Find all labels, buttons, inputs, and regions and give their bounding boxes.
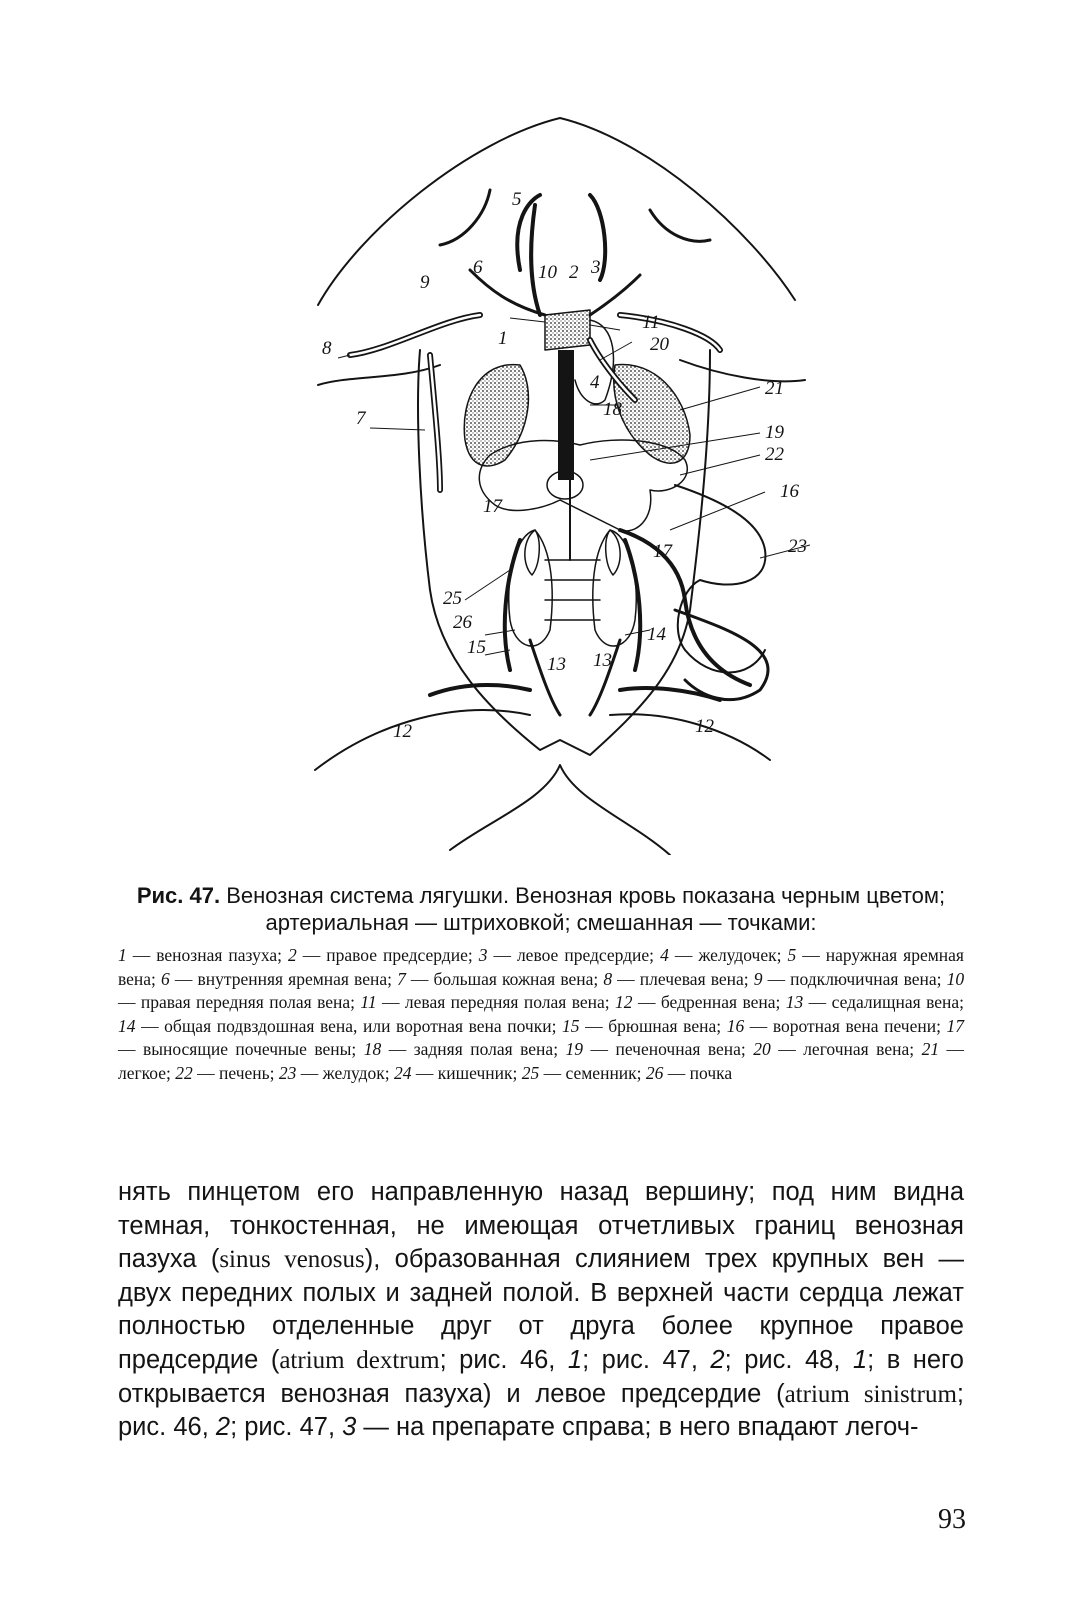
legend-text: внутренняя яремная вена; [197, 968, 392, 989]
lung-right [614, 365, 690, 464]
label-12a: 12 [393, 721, 412, 742]
label-26: 26 [453, 612, 472, 633]
label-6: 6 [473, 257, 483, 278]
label-23: 23 [788, 536, 807, 557]
label-22: 22 [765, 444, 784, 465]
body-text-segment: ; рис. 48, [724, 1345, 853, 1374]
femoral-vein-right [620, 688, 720, 700]
subclavian-vein-right [620, 315, 720, 350]
label-19: 19 [765, 422, 784, 443]
legend-text: печень; [219, 1062, 275, 1083]
legend-number: 22 [175, 1062, 193, 1083]
legend-number: 9 [753, 968, 763, 989]
body-text-segment: ; в него открывается венозная пазуха) и левое предсердие ( [118, 1345, 964, 1408]
hindlimb-left [450, 765, 670, 855]
legend-number: 8 [603, 968, 613, 989]
latin-term: atrium dextrum [279, 1346, 440, 1374]
legend-number: 26 [645, 1062, 664, 1083]
legend-number: 11 [360, 992, 377, 1012]
label-18: 18 [603, 399, 622, 420]
ref-number: 2 [215, 1413, 231, 1442]
label-20: 20 [650, 334, 669, 355]
eye-right [650, 210, 710, 241]
legend-number: 14 [118, 1015, 136, 1036]
body-text-segment: ; рис. 47, [582, 1345, 711, 1374]
ref-number: 1 [567, 1345, 583, 1374]
label-15: 15 [467, 637, 486, 658]
legend-number: 7 [397, 968, 406, 989]
label-17b: 17 [653, 541, 672, 562]
legend-number: 25 [521, 1062, 540, 1083]
latin-term: sinus venosus [219, 1246, 365, 1274]
legend-text: желудок; [322, 1062, 390, 1083]
legend-number: 6 [161, 968, 170, 989]
legend-number: 19 [565, 1039, 584, 1059]
legend-text: правая передняя полая вена; [140, 992, 355, 1012]
label-4: 4 [590, 372, 600, 393]
legend-number: 20 [753, 1039, 771, 1059]
body-text-segment: ; рис. 46, [118, 1379, 964, 1442]
legend-text: подключичная вена; [790, 968, 942, 989]
caption-title [118, 882, 964, 936]
legend-text: седалищная вена; [831, 992, 965, 1012]
legend-text: легкое; [118, 1062, 171, 1083]
label-13b: 13 [593, 650, 612, 671]
subclavian-vein-right-inner [620, 315, 720, 350]
figure-caption [118, 882, 964, 1085]
body-text-segment: нять пинцетом его направленную назад вершину; под ним видна темная, тонкостенная, не имеющая отчетливых границ венозная пазуха ( [118, 1178, 964, 1274]
ref-number: 3 [342, 1413, 357, 1442]
testis-left [525, 530, 539, 575]
legend-number: 15 [562, 1015, 580, 1036]
legend-text: воротная вена печени; [772, 1015, 941, 1036]
label-14: 14 [647, 624, 666, 645]
legend-text: брюшная вена; [608, 1015, 722, 1036]
pelvis-outline [315, 710, 530, 770]
legend-text: наружная яремная вена; [118, 945, 964, 989]
forelimb-right [680, 360, 805, 381]
pelvis-outline-right [610, 714, 770, 760]
legend-text: печеночная вена; [615, 1039, 746, 1059]
label-25: 25 [443, 588, 462, 609]
page-number: 93 [938, 1504, 966, 1535]
legend-text: левая передняя полая вена; [404, 992, 610, 1012]
legend-text: семенник; [565, 1062, 642, 1083]
label-17a: 17 [483, 496, 502, 517]
ref-number: 1 [852, 1345, 868, 1374]
body-paragraph [118, 1176, 964, 1445]
testis-right [606, 530, 620, 575]
label-7: 7 [356, 408, 366, 429]
body-text-segment: ; рис. 47, [230, 1413, 343, 1442]
legend-text: легочная вена; [803, 1039, 915, 1059]
legend-number: 17 [946, 1015, 965, 1036]
kidney-right [593, 530, 636, 646]
legend-number: 5 [787, 945, 797, 965]
legend-number: 13 [785, 992, 804, 1012]
legend-text: почка [689, 1062, 733, 1083]
legend-text: венозная пазуха; [156, 945, 282, 965]
label-1: 1 [498, 328, 508, 349]
forelimb-left [318, 365, 440, 385]
legend-number: 4 [660, 945, 669, 965]
legend-text: выносящие почечные вены; [142, 1039, 357, 1059]
caption-text: Венозная система лягушки. Венозная кровь показана черным цветом; артериальная — штриховкой; смешанная — точками: [226, 883, 946, 935]
body-text-segment: ), образованная слиянием трех крупных вен — двух передних полых и задней полой. В верхней части сердца лежат полностью отделенные друг от друга более крупное правое предсердие ( [118, 1245, 964, 1374]
legend-text: бедренная вена; [660, 992, 781, 1012]
legend-text: задняя полая вена; [413, 1039, 559, 1059]
legend-number: 23 [278, 1062, 297, 1083]
label-12b: 12 [695, 716, 714, 737]
legend-number: 12 [615, 992, 633, 1012]
legend-text: плечевая вена; [639, 968, 749, 989]
latin-term: atrium sinistrum [784, 1380, 957, 1408]
legend-text: большая кожная вена; [433, 968, 599, 989]
heart-sinus-venosus [545, 310, 590, 350]
sciatic-vein-left [530, 640, 560, 715]
label-9: 9 [420, 272, 430, 293]
label-2: 2 [569, 262, 579, 283]
legend-text: правое предсердие; [326, 945, 473, 965]
legend-text: кишечник; [437, 1062, 518, 1083]
posterior-vena-cava [558, 350, 574, 480]
legend-number: 24 [394, 1062, 412, 1083]
legend-text: желудочек; [698, 945, 782, 965]
legend-text: общая подвздошная вена, или воротная вена почки; [164, 1015, 557, 1036]
label-11: 11 [642, 312, 660, 333]
label-13a: 13 [547, 654, 566, 675]
renal-portal-vein-right [625, 540, 640, 670]
caption-legend: 1 — венозная пазуха; 2 — правое предсердие; 3 — левое предсердие; 4 — желудочек; 5 — наружная яремная вена; 6 — внутренняя яремная вена; 7 — большая кожная вена; 8 — плечевая вена; 9 — подключичная вена; 10 — правая передняя полая вена; 11 — левая передняя полая вена; 12 — бедренная вена; 13 — седалищная вена; 14 — общая подвздошная вена, или воротная вена почки; 15 — брюшная вена; 16 — воротная вена печени; 17 — выносящие почечные вены; 18 — задняя полая вена; 19 — печеночная вена; 20 — легочная вена; 21 — легкое; 22 — печень; 23 — желудок; 24 — кишечник; 25 — семенник; 26 — почка [118, 945, 965, 1083]
body-text-segment: — на препарате справа; в него впадают легоч- [356, 1413, 919, 1442]
label-21: 21 [765, 378, 784, 399]
eye-left [440, 190, 490, 245]
legend-number: 2 [287, 945, 297, 965]
legend-number: 10 [946, 968, 965, 989]
label-5: 5 [512, 189, 522, 210]
ref-number: 2 [710, 1345, 725, 1374]
figure-number: Рис. 47. [136, 883, 221, 908]
legend-number: 1 [118, 945, 127, 965]
legend-number: 3 [478, 945, 488, 965]
legend-number: 18 [363, 1039, 382, 1059]
external-jugular-vein [531, 205, 540, 315]
legend-number: 16 [726, 1015, 745, 1036]
label-16: 16 [780, 481, 799, 502]
legend-number: 21 [921, 1039, 940, 1059]
label-8: 8 [322, 338, 332, 359]
legend-text: левое предсердие; [516, 945, 655, 965]
frog-venous-system-figure [290, 110, 810, 855]
internal-jugular-vein-right [590, 275, 640, 315]
kidney-left [509, 530, 552, 646]
kidney-ladder [545, 560, 600, 620]
label-3: 3 [591, 257, 601, 278]
body-text-segment: ; рис. 46, [439, 1345, 568, 1374]
label-10: 10 [538, 262, 557, 283]
